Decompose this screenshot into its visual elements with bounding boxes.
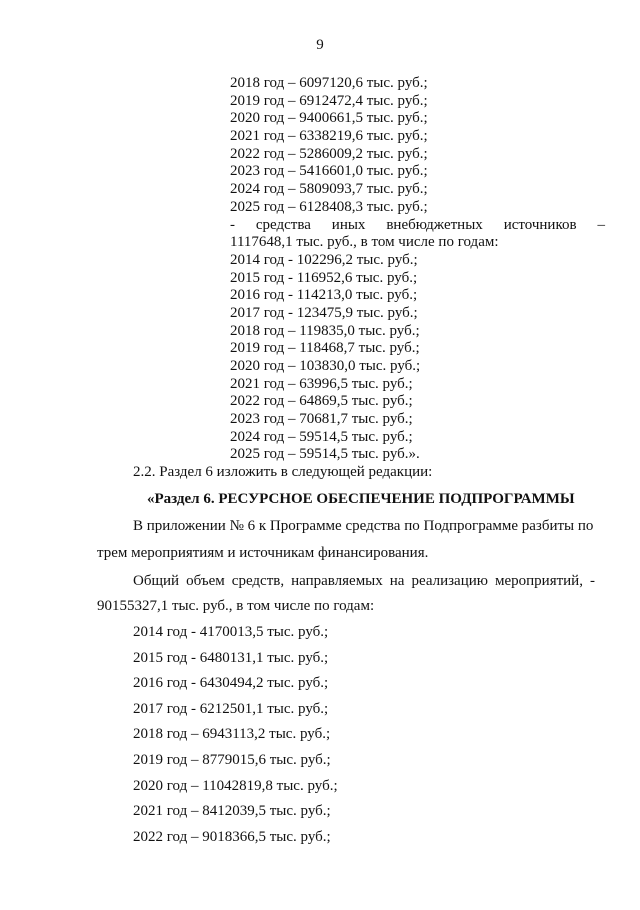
extra-sources-word: - <box>230 216 235 233</box>
total-years-list <box>133 620 338 850</box>
total-year-line: 2014 год - 4170013,5 тыс. руб.; <box>133 624 329 640</box>
paragraph-word: на <box>389 573 405 589</box>
extra-year-line: 2014 год - 102296,2 тыс. руб.; <box>230 251 418 268</box>
budget-year-line: 2018 год – 6097120,6 тыс. руб.; <box>230 75 428 91</box>
extra-sources-word: внебюджетных <box>386 216 483 233</box>
extra-year-line: 2016 год - 114213,0 тыс. руб.; <box>230 287 418 304</box>
total-year-line: 2021 год – 8412039,5 тыс. руб.; <box>133 803 331 820</box>
extra-sources-header <box>230 217 605 235</box>
paragraph-word: реализацию <box>411 573 488 589</box>
paragraph-word: объем <box>186 573 225 589</box>
extra-sources-word: источников <box>503 216 577 233</box>
total-year-line: 2019 год – 8779015,6 тыс. руб.; <box>133 751 331 768</box>
paragraph-justified-line <box>133 573 595 590</box>
budget-year-line: 2025 год – 6128408,3 тыс. руб.; <box>230 198 428 215</box>
paragraph-word: средств, <box>231 573 285 589</box>
extra-year-line: 2023 год – 70681,7 тыс. руб.; <box>230 411 413 428</box>
paragraph-word: - <box>589 573 595 589</box>
extra-year-line: 2025 год – 59514,5 тыс. руб.». <box>230 446 420 463</box>
budget-year-line: 2023 год – 5416601,0 тыс. руб.; <box>230 163 428 180</box>
budget-year-line: 2019 год – 6912472,4 тыс. руб.; <box>230 92 428 109</box>
extra-sources-word: – <box>597 216 605 233</box>
extra-year-line: 2017 год - 123475,9 тыс. руб.; <box>230 304 418 321</box>
extra-year-line: 2024 год – 59514,5 тыс. руб.; <box>230 428 413 445</box>
paragraph-line: трем мероприятиям и источникам финансирования. <box>97 545 429 561</box>
budget-year-line: 2021 год – 6338219,6 тыс. руб.; <box>230 128 428 145</box>
extra-sources-total: 1117648,1 тыс. руб., в том числе по годам: <box>230 234 499 251</box>
total-year-line: 2020 год – 11042819,8 тыс. руб.; <box>133 777 338 794</box>
extra-year-line: 2019 год – 118468,7 тыс. руб.; <box>230 340 420 357</box>
section-heading: «Раздел 6. РЕСУРСНОЕ ОБЕСПЕЧЕНИЕ ПОДПРОГРАММЫ <box>147 491 575 507</box>
budget-year-line: 2022 год – 5286009,2 тыс. руб.; <box>230 145 428 162</box>
extra-sources-word: иных <box>331 216 366 233</box>
total-year-line: 2016 год - 6430494,2 тыс. руб.; <box>133 675 329 692</box>
paragraph-word: направляемых <box>291 573 383 589</box>
total-year-line: 2015 год - 6480131,1 тыс. руб.; <box>133 649 329 666</box>
paragraph-word: мероприятий, <box>495 573 583 589</box>
extra-year-line: 2015 год - 116952,6 тыс. руб.; <box>230 269 418 286</box>
total-year-line: 2017 год - 6212501,1 тыс. руб.; <box>133 700 329 717</box>
paragraph-line: В приложении № 6 к Программе средства по Подпрограмме разбиты по <box>133 518 594 534</box>
page-number: 9 <box>316 37 324 53</box>
extra-year-line: 2018 год – 119835,0 тыс. руб.; <box>230 322 420 339</box>
funding-list-block <box>230 75 605 464</box>
total-year-line: 2018 год – 6943113,2 тыс. руб.; <box>133 726 331 743</box>
paragraph-word: Общий <box>133 573 180 589</box>
budget-year-line: 2024 год – 5809093,7 тыс. руб.; <box>230 181 428 198</box>
section-intro: 2.2. Раздел 6 изложить в следующей редакции: <box>133 464 433 480</box>
budget-year-line: 2020 год – 9400661,5 тыс. руб.; <box>230 110 428 127</box>
paragraph-line: 90155327,1 тыс. руб., в том числе по годам: <box>97 598 375 614</box>
total-year-line: 2022 год – 9018366,5 тыс. руб.; <box>133 828 331 845</box>
extra-year-line: 2022 год – 64869,5 тыс. руб.; <box>230 393 413 410</box>
extra-sources-word: средства <box>255 216 311 233</box>
extra-year-line: 2021 год – 63996,5 тыс. руб.; <box>230 375 413 392</box>
extra-year-line: 2020 год – 103830,0 тыс. руб.; <box>230 358 421 374</box>
